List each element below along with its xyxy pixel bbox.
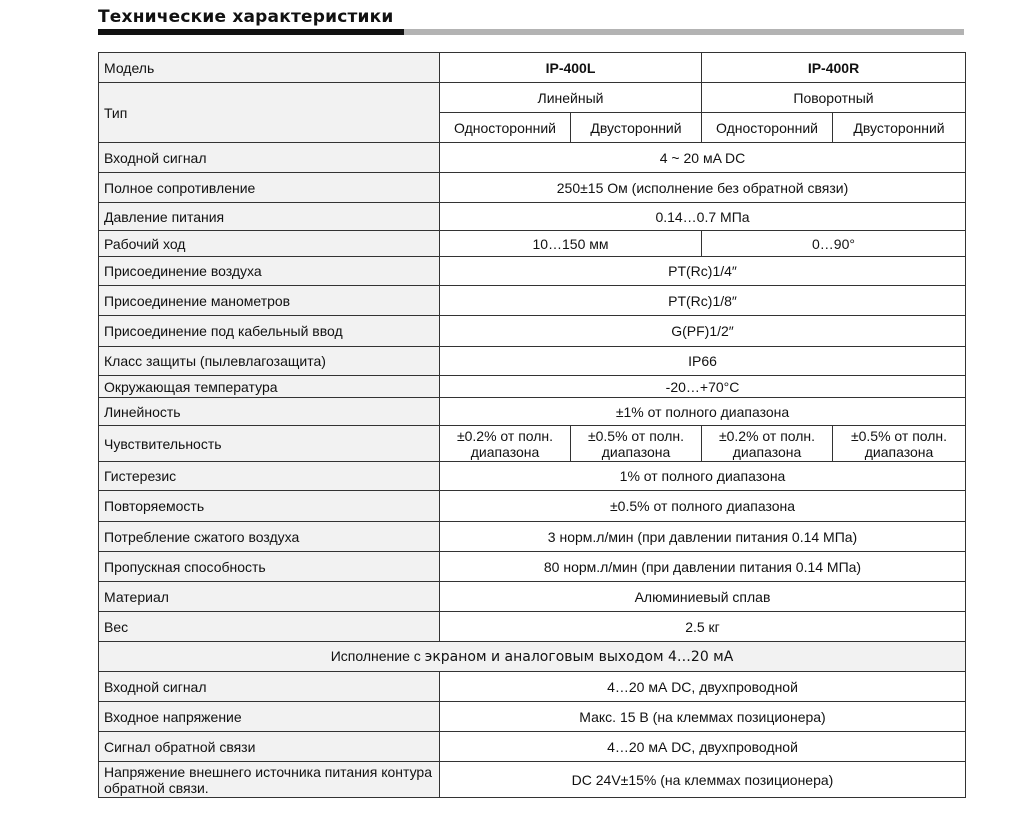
- table-row: [99, 672, 966, 702]
- row-value: 4 ~ 20 мA DC: [440, 143, 966, 173]
- table-row: [99, 257, 966, 286]
- row-label: Сигнал обратной связи: [99, 732, 440, 762]
- row-value: PT(Rc)1/8″: [440, 286, 966, 316]
- row-label: Материал: [99, 582, 440, 612]
- row-value: DC 24V±15% (на клеммах позиционера): [440, 762, 966, 798]
- section-title: Технические характеристики: [98, 7, 394, 27]
- row-label: Присоединение воздуха: [99, 257, 440, 286]
- row-value-linear: 10…150 мм: [440, 231, 702, 257]
- subtype-cell: Двусторонний: [571, 113, 702, 143]
- row-value: -20…+70°C: [440, 376, 966, 398]
- section-header-row: [99, 642, 966, 672]
- table-row: [99, 702, 966, 732]
- table-row: [99, 732, 966, 762]
- row-value: 80 норм.л/мин (при давлении питания 0.14 МПа): [440, 552, 966, 582]
- title-underline-light: [404, 29, 964, 35]
- table-row: [99, 762, 966, 798]
- row-value: ±0.2% от полн. диапазона: [440, 426, 571, 462]
- section-header: [99, 642, 966, 672]
- type-rotary: Поворотный: [702, 83, 966, 113]
- type-linear: Линейный: [440, 83, 702, 113]
- row-label: Класс защиты (пылевлагозащита): [99, 347, 440, 376]
- row-label: Повторяемость: [99, 491, 440, 522]
- table-row: [99, 143, 966, 173]
- row-value: 3 норм.л/мин (при давлении питания 0.14 МПа): [440, 522, 966, 552]
- row-label: Гистерезис: [99, 462, 440, 491]
- subtype-cell: Двусторонний: [833, 113, 966, 143]
- row-label: Потребление сжатого воздуха: [99, 522, 440, 552]
- row-value: G(PF)1/2″: [440, 316, 966, 347]
- table-row: [99, 316, 966, 347]
- row-label: Полное сопротивление: [99, 173, 440, 203]
- specs-table: [98, 52, 966, 798]
- table-row: [99, 582, 966, 612]
- table-row: [99, 347, 966, 376]
- row-label-type: Тип: [99, 83, 440, 143]
- title-underline-dark: [98, 29, 404, 35]
- table-row: [99, 286, 966, 316]
- row-label: Напряжение внешнего источника питания контура обратной связи.: [99, 762, 440, 798]
- table-row: [99, 491, 966, 522]
- row-label: Окружающая температура: [99, 376, 440, 398]
- row-label: Чувствительность: [99, 426, 440, 462]
- row-label: Присоединение манометров: [99, 286, 440, 316]
- table-row: [99, 203, 966, 231]
- table-row: [99, 231, 966, 257]
- row-value: ±0.5% от полного диапазона: [440, 491, 966, 522]
- row-value: 0.14…0.7 МПа: [440, 203, 966, 231]
- row-label-model: Модель: [99, 53, 440, 83]
- row-label: Пропускная способность: [99, 552, 440, 582]
- row-value: 1% от полного диапазона: [440, 462, 966, 491]
- table-row: [99, 376, 966, 398]
- row-value: ±0.2% от полн. диапазона: [702, 426, 833, 462]
- row-label: Давление питания: [99, 203, 440, 231]
- row-value: 4…20 мА DC, двухпроводной: [440, 732, 966, 762]
- table-row: [99, 426, 966, 462]
- row-label: Присоединение под кабельный ввод: [99, 316, 440, 347]
- row-label: Входное напряжение: [99, 702, 440, 732]
- row-value: 4…20 мА DC, двухпроводной: [440, 672, 966, 702]
- row-label: Линейность: [99, 398, 440, 426]
- table-row: [99, 612, 966, 642]
- row-value: 250±15 Ом (исполнение без обратной связи): [440, 173, 966, 203]
- table-row: [99, 398, 966, 426]
- model-ip-400l: IP-400L: [440, 53, 702, 83]
- table-row: [99, 53, 966, 83]
- section-title-part-b: экраном и аналоговым выходом 4…20 мА: [424, 649, 734, 665]
- table-row: [99, 522, 966, 552]
- row-label: Входной сигнал: [99, 672, 440, 702]
- subtype-cell: Односторонний: [440, 113, 571, 143]
- table-row: [99, 462, 966, 491]
- table-row: [99, 173, 966, 203]
- row-value: PT(Rc)1/4″: [440, 257, 966, 286]
- subtype-cell: Односторонний: [702, 113, 833, 143]
- row-value: ±1% от полного диапазона: [440, 398, 966, 426]
- row-label: Рабочий ход: [99, 231, 440, 257]
- row-value-rotary: 0…90°: [702, 231, 966, 257]
- table-row: [99, 83, 966, 113]
- model-ip-400r: IP-400R: [702, 53, 966, 83]
- row-label: Вес: [99, 612, 440, 642]
- row-value: ±0.5% от полн. диапазона: [833, 426, 966, 462]
- table-row: [99, 552, 966, 582]
- row-value: Алюминиевый сплав: [440, 582, 966, 612]
- row-label: Входной сигнал: [99, 143, 440, 173]
- row-value: ±0.5% от полн. диапазона: [571, 426, 702, 462]
- row-value: 2.5 кг: [440, 612, 966, 642]
- section-title-part-a: Исполнение с: [330, 648, 425, 664]
- row-value: IP66: [440, 347, 966, 376]
- row-value: Макс. 15 В (на клеммах позиционера): [440, 702, 966, 732]
